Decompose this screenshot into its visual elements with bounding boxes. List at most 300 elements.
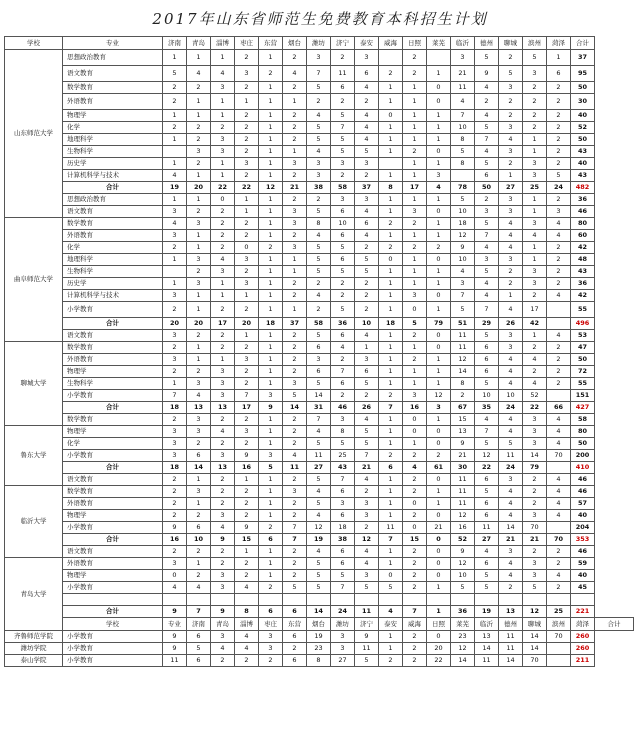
value-cell: 2 [283, 170, 307, 182]
value-cell: 4 [355, 474, 379, 486]
value-cell: 3 [235, 158, 259, 170]
value-cell: 6 [355, 218, 379, 230]
value-cell: 4 [499, 134, 523, 146]
table-row [5, 510, 634, 522]
row-total: 50 [571, 134, 595, 146]
value-cell: 3 [283, 378, 307, 390]
value-cell: 0 [211, 194, 235, 206]
value-cell: 2 [355, 522, 379, 534]
table-row [5, 631, 634, 643]
subject-cell: 外语教育 [63, 230, 163, 242]
value-cell: 4 [547, 290, 571, 302]
subject-cell: 外语教育 [63, 498, 163, 510]
value-cell: 11 [451, 498, 475, 510]
value-cell: 5 [307, 254, 331, 266]
value-cell: 30 [451, 462, 475, 474]
value-cell: 2 [547, 266, 571, 278]
subject-cell: 小学教育 [63, 450, 163, 462]
value-cell: 2 [235, 134, 259, 146]
value-cell: 1 [259, 146, 283, 158]
value-cell: 6 [331, 546, 355, 558]
column-header: 青岛 [187, 37, 211, 50]
value-cell: 1 [259, 330, 283, 342]
row-total: 260 [571, 643, 595, 655]
value-cell: 10 [355, 318, 379, 330]
value-cell: 2 [403, 450, 427, 462]
value-cell: 1 [259, 278, 283, 290]
row-total: 30 [571, 94, 595, 110]
value-cell: 1 [403, 278, 427, 290]
value-cell: 3 [211, 582, 235, 594]
value-cell: 2 [211, 498, 235, 510]
value-cell: 27 [499, 182, 523, 194]
value-cell: 4 [211, 522, 235, 534]
value-cell: 2 [547, 354, 571, 366]
value-cell: 6 [331, 510, 355, 522]
value-cell: 1 [427, 278, 451, 290]
value-cell: 2 [355, 390, 379, 402]
value-cell: 18 [163, 462, 187, 474]
row-total: 260 [571, 631, 595, 643]
value-cell: 17 [211, 318, 235, 330]
value-cell: 1 [235, 546, 259, 558]
value-cell: 2 [547, 254, 571, 266]
value-cell: 1 [403, 170, 427, 182]
value-cell: 3 [523, 66, 547, 82]
value-cell: 4 [523, 354, 547, 366]
row-total: 36 [571, 194, 595, 206]
value-cell: 2 [403, 146, 427, 158]
value-cell: 6 [475, 342, 499, 354]
school-cell: 齐鲁师范学院 [5, 631, 63, 643]
value-cell: 2 [187, 570, 211, 582]
value-cell: 0 [427, 206, 451, 218]
value-cell: 19 [307, 534, 331, 546]
value-cell: 18 [379, 318, 403, 330]
value-cell: 2 [235, 570, 259, 582]
value-cell: 1 [187, 342, 211, 354]
value-cell: 3 [163, 206, 187, 218]
school-cell: 青岛大学 [5, 558, 63, 631]
value-cell: 2 [523, 486, 547, 498]
value-cell: 14 [187, 462, 211, 474]
value-cell: 6 [307, 342, 331, 354]
value-cell: 4 [499, 426, 523, 438]
value-cell: 11 [355, 606, 379, 618]
value-cell: 1 [427, 134, 451, 146]
value-cell: 4 [163, 170, 187, 182]
value-cell: 1 [259, 438, 283, 450]
value-cell: 5 [355, 426, 379, 438]
value-cell: 3 [523, 158, 547, 170]
value-cell: 18 [163, 402, 187, 414]
value-cell: 3 [355, 194, 379, 206]
column-header: 临沂 [475, 618, 499, 631]
value-cell: 1 [403, 94, 427, 110]
value-cell: 4 [211, 66, 235, 82]
value-cell: 1 [523, 206, 547, 218]
value-cell: 2 [403, 631, 427, 643]
value-cell: 3 [355, 354, 379, 366]
value-cell: 1 [379, 474, 403, 486]
table-row [5, 438, 634, 450]
row-total: 53 [571, 330, 595, 342]
value-cell: 11 [451, 342, 475, 354]
value-cell: 1 [427, 110, 451, 122]
value-cell [547, 643, 571, 655]
value-cell: 5 [451, 194, 475, 206]
value-cell: 2 [523, 342, 547, 354]
page-title: 2017年山东省师范生免费教育本科招生计划 [152, 10, 488, 28]
subject-cell: 小学教育 [63, 522, 163, 534]
value-cell [427, 594, 451, 606]
value-cell: 2 [187, 82, 211, 94]
value-cell: 4 [547, 474, 571, 486]
value-cell: 2 [211, 474, 235, 486]
value-cell: 2 [283, 498, 307, 510]
value-cell: 15 [451, 414, 475, 426]
value-cell: 1 [259, 206, 283, 218]
value-cell: 3 [187, 278, 211, 290]
value-cell: 2 [283, 366, 307, 378]
value-cell: 1 [427, 354, 451, 366]
column-header: 济宁 [331, 37, 355, 50]
value-cell: 4 [523, 230, 547, 242]
value-cell: 2 [235, 122, 259, 134]
value-cell: 12 [307, 522, 331, 534]
value-cell: 6 [475, 170, 499, 182]
value-cell: 4 [187, 390, 211, 402]
value-cell: 0 [427, 342, 451, 354]
value-cell: 5 [307, 82, 331, 94]
subject-cell: 外语教育 [63, 354, 163, 366]
value-cell: 6 [259, 606, 283, 618]
value-cell: 1 [379, 342, 403, 354]
value-cell: 2 [211, 546, 235, 558]
value-cell: 5 [307, 266, 331, 278]
value-cell: 3 [283, 218, 307, 230]
table-row [5, 414, 634, 426]
column-header: 聊城 [499, 37, 523, 50]
value-cell: 2 [547, 110, 571, 122]
value-cell: 1 [187, 110, 211, 122]
value-cell: 9 [163, 522, 187, 534]
value-cell: 70 [523, 655, 547, 667]
table-row [5, 426, 634, 438]
subject-cell: 物理学 [63, 366, 163, 378]
value-cell: 4 [547, 438, 571, 450]
value-cell: 22 [235, 182, 259, 194]
subject-cell: 小学教育 [63, 302, 163, 318]
subject-cell: 数学教育 [63, 486, 163, 498]
value-cell: 1 [163, 110, 187, 122]
column-header: 济宁 [355, 618, 379, 631]
value-cell: 2 [211, 414, 235, 426]
value-cell: 11 [283, 462, 307, 474]
value-cell: 3 [499, 194, 523, 206]
value-cell: 2 [259, 242, 283, 254]
value-cell: 17 [235, 402, 259, 414]
value-cell: 12 [451, 230, 475, 242]
value-cell: 3 [331, 498, 355, 510]
value-cell: 4 [235, 582, 259, 594]
value-cell: 6 [379, 462, 403, 474]
value-cell: 52 [451, 534, 475, 546]
value-cell: 14 [499, 522, 523, 534]
value-cell: 1 [379, 146, 403, 158]
row-total: 40 [571, 570, 595, 582]
value-cell: 2 [187, 438, 211, 450]
column-header: 菏泽 [571, 618, 595, 631]
value-cell: 21 [355, 462, 379, 474]
value-cell: 2 [379, 655, 403, 667]
school-cell: 鲁东大学 [5, 426, 63, 486]
value-cell: 58 [331, 182, 355, 194]
column-header: 滨州 [547, 618, 571, 631]
value-cell: 2 [547, 582, 571, 594]
value-cell: 2 [547, 146, 571, 158]
value-cell: 2 [547, 378, 571, 390]
value-cell: 3 [187, 486, 211, 498]
value-cell: 4 [307, 110, 331, 122]
value-cell: 16 [235, 462, 259, 474]
value-cell: 5 [451, 146, 475, 158]
value-cell: 1 [163, 134, 187, 146]
value-cell: 5 [451, 302, 475, 318]
value-cell: 1 [259, 122, 283, 134]
value-cell: 14 [307, 606, 331, 618]
row-total: 59 [571, 558, 595, 570]
value-cell: 4 [475, 278, 499, 290]
column-header: 日照 [427, 618, 451, 631]
value-cell: 36 [451, 606, 475, 618]
value-cell: 5 [523, 50, 547, 66]
table-row [5, 146, 634, 158]
value-cell: 6 [475, 498, 499, 510]
row-total: 46 [571, 486, 595, 498]
value-cell: 7 [451, 290, 475, 302]
value-cell: 5 [307, 498, 331, 510]
value-cell: 2 [523, 498, 547, 510]
value-cell: 2 [283, 414, 307, 426]
value-cell: 3 [499, 82, 523, 94]
value-cell: 1 [379, 194, 403, 206]
value-cell: 7 [379, 534, 403, 546]
value-cell: 2 [403, 582, 427, 594]
column-header: 临沂 [451, 37, 475, 50]
value-cell: 3 [331, 414, 355, 426]
value-cell: 1 [259, 558, 283, 570]
value-cell: 2 [475, 94, 499, 110]
value-cell: 1 [379, 266, 403, 278]
value-cell: 4 [499, 510, 523, 522]
column-header: 威海 [379, 37, 403, 50]
value-cell: 4 [499, 242, 523, 254]
table-row [5, 570, 634, 582]
row-total: 221 [571, 606, 595, 618]
value-cell: 1 [379, 134, 403, 146]
row-total: 496 [571, 318, 595, 330]
value-cell: 1 [499, 290, 523, 302]
value-cell: 3 [211, 134, 235, 146]
value-cell: 1 [187, 558, 211, 570]
value-cell: 1 [211, 158, 235, 170]
value-cell: 2 [547, 158, 571, 170]
value-cell: 4 [547, 510, 571, 522]
value-cell: 7 [451, 110, 475, 122]
table-row [5, 134, 634, 146]
value-cell: 1 [259, 342, 283, 354]
value-cell: 3 [235, 254, 259, 266]
value-cell: 5 [355, 378, 379, 390]
school-cell: 曲阜师范大学 [5, 218, 63, 342]
table-row [5, 110, 634, 122]
subject-cell: 语文教育 [63, 66, 163, 82]
value-cell: 4 [547, 414, 571, 426]
value-cell: 7 [307, 414, 331, 426]
value-cell: 0 [427, 631, 451, 643]
value-cell: 4 [235, 631, 259, 643]
value-cell: 2 [307, 278, 331, 290]
value-cell: 2 [187, 366, 211, 378]
value-cell: 7 [331, 582, 355, 594]
value-cell: 1 [283, 94, 307, 110]
value-cell: 22 [523, 402, 547, 414]
value-cell: 14 [475, 643, 499, 655]
value-cell: 2 [211, 206, 235, 218]
value-cell: 9 [451, 242, 475, 254]
value-cell: 4 [499, 230, 523, 242]
value-cell: 5 [283, 582, 307, 594]
value-cell: 1 [427, 194, 451, 206]
value-cell: 1 [403, 194, 427, 206]
value-cell: 6 [331, 230, 355, 242]
value-cell: 2 [547, 194, 571, 206]
value-cell: 4 [187, 582, 211, 594]
value-cell [283, 594, 307, 606]
value-cell: 19 [475, 606, 499, 618]
footer-header-row [5, 618, 634, 631]
value-cell [163, 146, 187, 158]
subject-cell: 地理科学 [63, 134, 163, 146]
value-cell: 2 [163, 414, 187, 426]
subject-cell: 历史学 [63, 158, 163, 170]
subject-cell: 语文教育 [63, 206, 163, 218]
value-cell: 22 [211, 182, 235, 194]
value-cell: 1 [211, 94, 235, 110]
value-cell: 3 [211, 631, 235, 643]
value-cell: 1 [235, 194, 259, 206]
value-cell: 37 [355, 182, 379, 194]
value-cell: 14 [283, 402, 307, 414]
value-cell: 2 [403, 474, 427, 486]
value-cell: 3 [187, 218, 211, 230]
value-cell: 3 [283, 486, 307, 498]
value-cell: 3 [499, 254, 523, 266]
value-cell: 2 [547, 242, 571, 254]
value-cell: 20 [235, 318, 259, 330]
value-cell: 5 [187, 643, 211, 655]
value-cell: 2 [163, 498, 187, 510]
subject-cell: 小学教育 [63, 582, 163, 594]
value-cell: 2 [379, 218, 403, 230]
value-cell: 0 [427, 254, 451, 266]
row-total: 42 [571, 290, 595, 302]
enrollment-table [4, 36, 634, 667]
value-cell: 1 [235, 290, 259, 302]
value-cell: 6 [475, 510, 499, 522]
value-cell: 2 [499, 278, 523, 290]
subject-cell: 数学教育 [63, 342, 163, 354]
value-cell: 4 [475, 414, 499, 426]
value-cell: 1 [211, 290, 235, 302]
value-cell: 2 [547, 558, 571, 570]
value-cell: 2 [523, 366, 547, 378]
value-cell: 4 [307, 546, 331, 558]
column-header: 威海 [403, 618, 427, 631]
value-cell: 6 [355, 66, 379, 82]
value-cell: 4 [211, 254, 235, 266]
value-cell: 5 [331, 242, 355, 254]
table-row [5, 66, 634, 82]
value-cell: 10 [451, 570, 475, 582]
column-header: 枣庄 [259, 618, 283, 631]
value-cell: 5 [331, 302, 355, 318]
value-cell: 3 [355, 510, 379, 522]
value-cell: 5 [331, 438, 355, 450]
value-cell: 51 [451, 318, 475, 330]
value-cell: 6 [475, 354, 499, 366]
subject-cell: 物理学 [63, 510, 163, 522]
value-cell: 1 [427, 366, 451, 378]
value-cell: 4 [355, 82, 379, 94]
value-cell: 2 [379, 390, 403, 402]
total-row [5, 402, 634, 414]
value-cell: 13 [187, 402, 211, 414]
value-cell: 1 [523, 330, 547, 342]
column-header: 东营 [283, 618, 307, 631]
value-cell: 1 [259, 158, 283, 170]
value-cell: 4 [499, 498, 523, 510]
value-cell: 2 [283, 510, 307, 522]
value-cell: 4 [187, 66, 211, 82]
value-cell: 2 [235, 414, 259, 426]
value-cell: 2 [235, 266, 259, 278]
value-cell: 6 [475, 366, 499, 378]
value-cell: 7 [283, 522, 307, 534]
value-cell: 2 [211, 486, 235, 498]
column-header: 淄博 [235, 618, 259, 631]
value-cell: 2 [523, 110, 547, 122]
value-cell: 2 [211, 438, 235, 450]
value-cell: 52 [523, 390, 547, 402]
value-cell: 27 [307, 462, 331, 474]
value-cell: 1 [187, 194, 211, 206]
value-cell: 2 [499, 582, 523, 594]
value-cell: 1 [259, 254, 283, 266]
value-cell: 4 [355, 230, 379, 242]
value-cell: 2 [187, 266, 211, 278]
value-cell: 67 [451, 402, 475, 414]
value-cell: 5 [475, 570, 499, 582]
value-cell: 2 [523, 474, 547, 486]
value-cell: 3 [523, 426, 547, 438]
subject-cell: 生物科学 [63, 378, 163, 390]
row-total: 204 [571, 522, 595, 534]
value-cell: 58 [307, 318, 331, 330]
value-cell: 3 [211, 510, 235, 522]
value-cell: 11 [163, 655, 187, 667]
